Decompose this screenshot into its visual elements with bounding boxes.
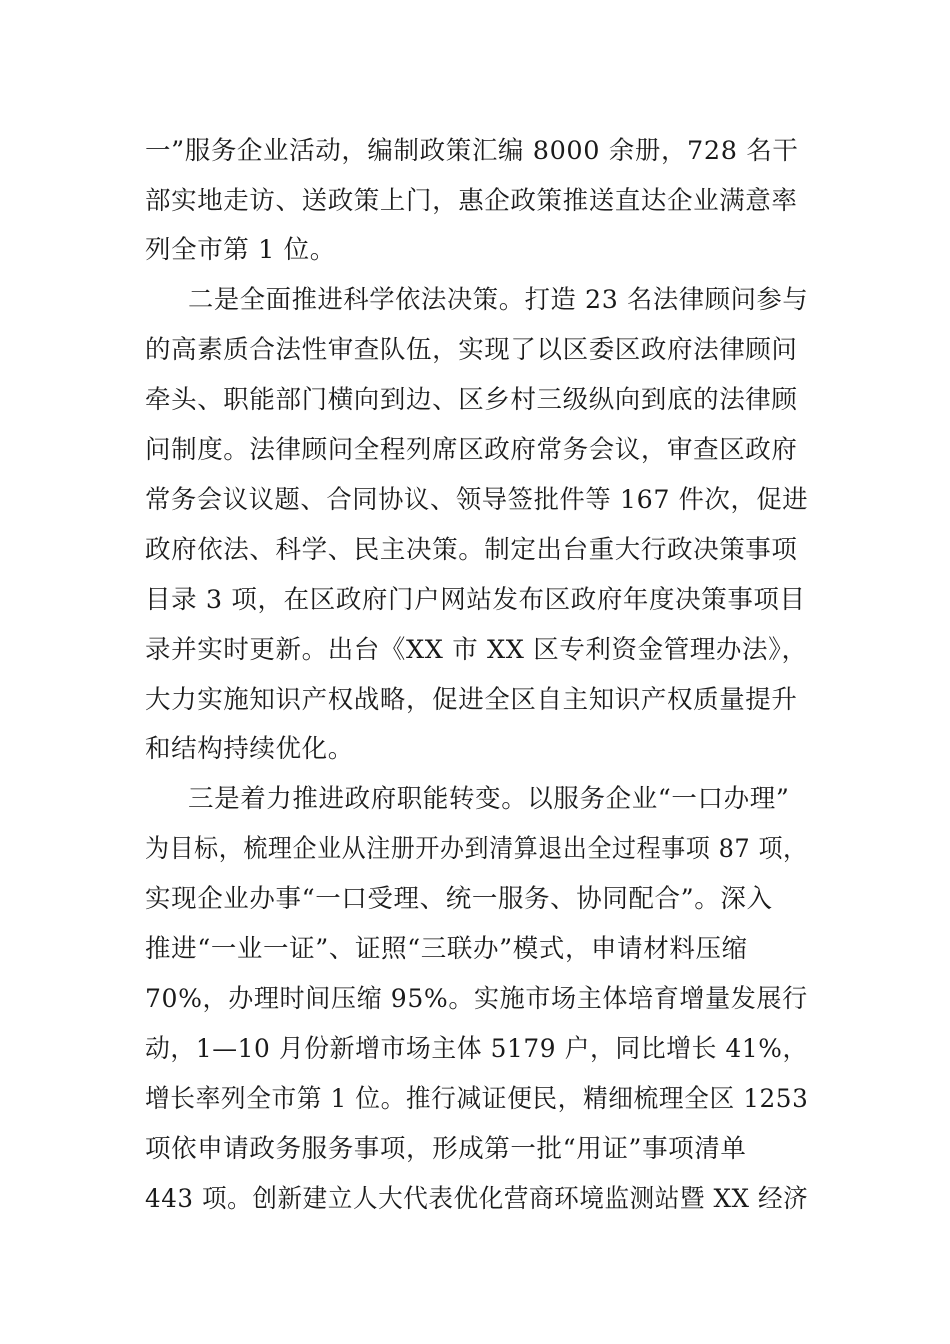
text-line: 大力实施知识产权战略，促进全区自主知识产权质量提升 — [145, 685, 798, 715]
text-line: 的高素质合法性审查队伍，实现了以区委区政府法律顾问 — [145, 335, 798, 365]
text-line: 常务会议议题、合同协议、领导签批件等 167 件次，促进 — [145, 485, 809, 515]
text-line: 443 项。创新建立人大代表优化营商环境监测站暨 XX 经济 — [145, 1184, 809, 1214]
text-line: 为目标，梳理企业从注册开办到清算退出全过程事项 87 项， — [145, 834, 808, 864]
text-line: 政府依法、科学、民主决策。制定出台重大行政决策事项 — [145, 535, 798, 565]
text-line: 增长率列全市第 1 位。推行减证便民，精细梳理全区 1253 — [145, 1084, 809, 1114]
text-line: 和结构持续优化。 — [145, 734, 354, 764]
text-line: 列全市第 1 位。 — [145, 235, 336, 265]
text-line: 录并实时更新。出台《XX 市 XX 区专利资金管理办法》， — [145, 635, 808, 665]
text-line: 一”服务企业活动，编制政策汇编 8000 余册，728 名干 — [145, 136, 799, 166]
text-line: 问制度。法律顾问全程列席区政府常务会议，审查区政府 — [145, 435, 798, 465]
paragraph-start-line: 二是全面推进科学依法决策。打造 23 名法律顾问参与 — [188, 285, 809, 315]
text-line: 动，1—10 月份新增市场主体 5179 户，同比增长 41%， — [145, 1034, 808, 1064]
text-line: 项依申请政务服务事项，形成第一批“用证”事项清单 — [145, 1134, 747, 1164]
text-line: 目录 3 项，在区政府门户网站发布区政府年度决策事项目 — [145, 585, 806, 615]
text-line: 实现企业办事“一口受理、统一服务、协同配合”。深入 — [145, 884, 773, 914]
text-line: 牵头、职能部门横向到边、区乡村三级纵向到底的法律顾 — [145, 385, 798, 415]
text-line: 部实地走访、送政策上门，惠企政策推送直达企业满意率 — [145, 186, 798, 216]
text-line: 推进“一业一证”、证照“三联办”模式，申请材料压缩 — [145, 934, 748, 964]
text-line: 70%，办理时间压缩 95%。实施市场主体培育增量发展行 — [145, 984, 808, 1014]
paragraph-start-line: 三是着力推进政府职能转变。以服务企业“一口办理” — [188, 784, 790, 814]
